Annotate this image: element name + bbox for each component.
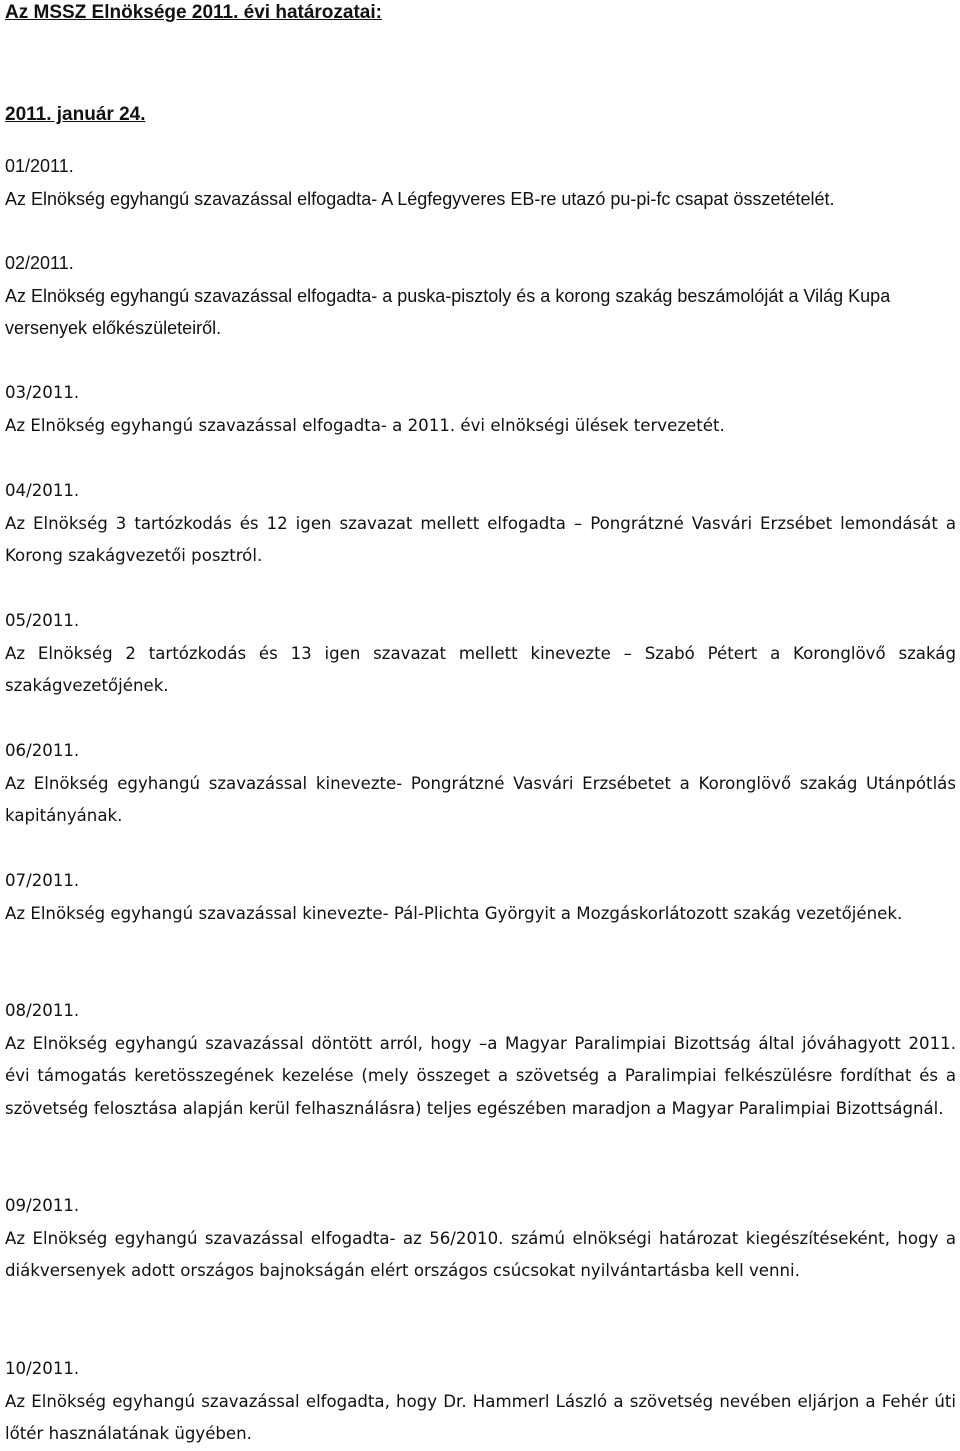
- resolution-number: 02/2011.: [5, 253, 74, 273]
- resolution-number: 04/2011.: [5, 481, 80, 500]
- resolution-text: Az Elnökség egyhangú szavazással elfogadta- A Légfegyveres EB-re utazó pu-pi-fc csapat összetételét.: [5, 188, 835, 209]
- resolution-08: [5, 995, 956, 1125]
- resolution-number: 01/2011.: [5, 156, 74, 176]
- resolution-01: [5, 150, 956, 215]
- resolution-07: [5, 865, 956, 930]
- resolution-number: 05/2011.: [5, 611, 80, 630]
- resolution-03: [5, 377, 956, 442]
- resolution-text: Az Elnökség 3 tartózkodás és 12 igen szavazat mellett elfogadta – Pongrátzné Vasvári Erzsébet lemondását a Korong szakágvezetői posztról.: [5, 513, 956, 565]
- resolution-02: [5, 247, 956, 345]
- resolution-10: [5, 1353, 956, 1451]
- resolution-text: Az Elnökség egyhangú szavazással elfogadta- a 2011. évi elnökségi ülések tervezetét.: [5, 415, 725, 435]
- resolution-05: [5, 605, 956, 703]
- resolution-text: Az Elnökség 2 tartózkodás és 13 igen szavazat mellett kinevezte – Szabó Pétert a Koronglövő szakág szakágvezetőjének.: [5, 643, 956, 695]
- resolution-06: [5, 735, 956, 833]
- resolution-number: 07/2011.: [5, 871, 80, 890]
- resolution-text: Az Elnökség egyhangú szavazással elfogadta- az 56/2010. számú elnökségi határozat kiegészítéseként, hogy a diákversenyek adott országos bajnokságán elért országos csúcsokat nyilvántartásba kell venni.: [5, 1228, 956, 1280]
- resolution-number: 06/2011.: [5, 741, 80, 760]
- resolution-number: 08/2011.: [5, 1001, 80, 1020]
- resolution-text: Az Elnökség egyhangú szavazással döntött arról, hogy –a Magyar Paralimpiai Bizottság által jóváhagyott 2011. évi támogatás keretösszegének kezelése (mely összeget a szövetség a Paralimpiai felkészülésre fordíthat és a szövetség felosztása alapján kerül felhasználásra) teljes egészében maradjon a Magyar Paralimpiai Bizottságnál.: [5, 1033, 956, 1118]
- resolution-text: Az Elnökség egyhangú szavazással elfogadta, hogy Dr. Hammerl László a szövetség nevében eljárjon a Fehér úti lőtér használatának ügyében.: [5, 1391, 956, 1443]
- document-title: Az MSSZ Elnöksége 2011. évi határozatai:: [5, 2, 382, 23]
- resolution-09: [5, 1190, 956, 1288]
- meeting-date: 2011. január 24.: [5, 104, 146, 125]
- resolution-text: Az Elnökség egyhangú szavazással kinevezte- Pál-Plichta Györgyit a Mozgáskorlátozott szakág vezetőjének.: [5, 903, 903, 923]
- resolution-text: Az Elnökség egyhangú szavazással elfogadta- a puska-pisztoly és a korong szakág beszámolóját a Világ Kupa versenyek előkészületeiről.: [5, 285, 891, 338]
- resolution-number: 09/2011.: [5, 1196, 80, 1215]
- resolution-number: 03/2011.: [5, 383, 80, 402]
- resolution-text: Az Elnökség egyhangú szavazással kinevezte- Pongrátzné Vasvári Erzsébetet a Koronglövő szakág Utánpótlás kapitányának.: [5, 773, 956, 825]
- resolution-04: [5, 475, 956, 573]
- resolution-number: 10/2011.: [5, 1359, 80, 1378]
